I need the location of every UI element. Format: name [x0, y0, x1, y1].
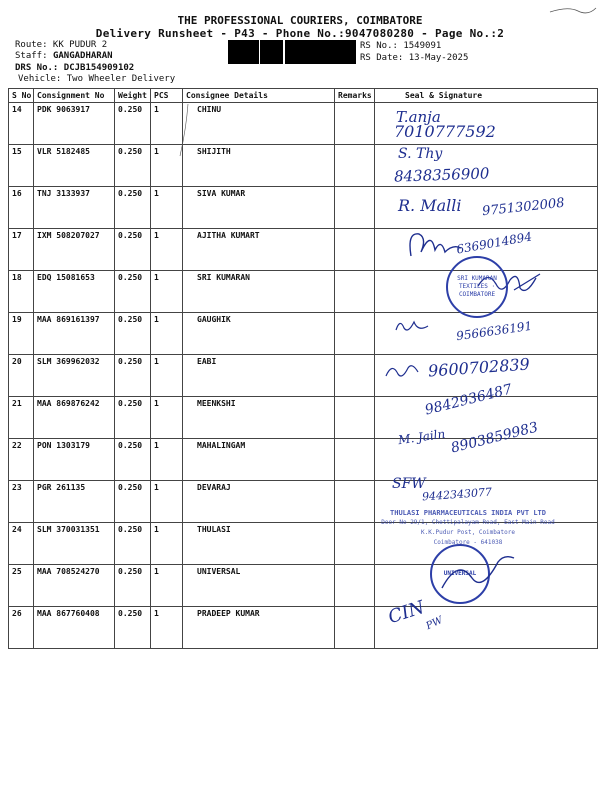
cell-pcs: 1: [151, 187, 183, 229]
route-info: Route: KK PUDUR 2: [15, 40, 108, 50]
barcode-bar: [285, 40, 288, 64]
cell-consignee: THULASI: [183, 523, 335, 565]
cell-consignment-no: IXM 508207027: [34, 229, 115, 271]
cell-consignment-no: EDQ 15081653: [34, 271, 115, 313]
staff-label: Staff:: [15, 51, 48, 61]
barcode-bar: [260, 40, 262, 64]
cell-sno: 21: [9, 397, 34, 439]
barcode-bar: [318, 40, 319, 64]
signature-row-21-phone: 9842936487: [423, 381, 514, 419]
cell-pcs: 1: [151, 439, 183, 481]
barcode-bar: [256, 40, 258, 64]
stamp-line-3: K.K.Pudur Post, Coimbatore: [421, 529, 515, 536]
cell-consignee: DEVARAJ: [183, 481, 335, 523]
cell-sno: 23: [9, 481, 34, 523]
barcode-bar: [272, 40, 275, 64]
cell-consignment-no: MAA 869876242: [34, 397, 115, 439]
universal-seal-text: UNIVERSAL: [443, 569, 477, 577]
cell-sno: 24: [9, 523, 34, 565]
signature-row-20-scribble: [382, 358, 422, 384]
cell-consignee: CHINU: [183, 103, 335, 145]
cell-pcs: 1: [151, 607, 183, 649]
barcode-bar: [245, 40, 246, 64]
signature-row-26-mark: PW: [424, 614, 445, 633]
cell-consignee: PRADEEP KUMAR: [183, 607, 335, 649]
signature-row-16-name: R. Malli: [398, 196, 462, 215]
barcode-bar: [289, 40, 292, 64]
barcode-bar: [326, 40, 327, 64]
cell-weight: 0.250: [115, 103, 151, 145]
cell-consignee: MAHALINGAM: [183, 439, 335, 481]
staff-info: [15, 51, 113, 62]
cell-consignment-no: PGR 261135: [34, 481, 115, 523]
signature-row-17-phone: 6369014894: [455, 229, 533, 257]
signature-row-22-phone: 8903859983: [449, 419, 540, 457]
signature-row-23-phone: 9442343077: [421, 485, 493, 504]
cell-sno: 16: [9, 187, 34, 229]
cell-consignment-no: SLM 370031351: [34, 523, 115, 565]
cell-consignment-no: TNJ 3133937: [34, 187, 115, 229]
stamp-line-2: Door No 29/1, Chettipalayam Road, East Main Road: [381, 519, 555, 526]
cell-weight: 0.250: [115, 229, 151, 271]
barcode-bar: [254, 40, 256, 64]
cell-sno: 20: [9, 355, 34, 397]
cell-consignment-no: PON 1303179: [34, 439, 115, 481]
barcode-bar: [233, 40, 236, 64]
barcode-bar: [229, 40, 230, 64]
barcode-bar: [277, 40, 278, 64]
table-row: [9, 439, 598, 481]
cell-consignment-no: MAA 708524270: [34, 565, 115, 607]
cell-consignment-no: SLM 369962032: [34, 355, 115, 397]
barcode-bar: [305, 40, 307, 64]
barcode-bar: [242, 40, 245, 64]
col-seal-signature: Seal & Signature: [375, 89, 598, 103]
barcode-bar: [352, 40, 354, 64]
cell-remarks: [335, 271, 375, 313]
barcode-bar: [294, 40, 297, 64]
cell-remarks: [335, 103, 375, 145]
cell-weight: 0.250: [115, 397, 151, 439]
cell-weight: 0.250: [115, 271, 151, 313]
signature-row-19-scribble: [392, 314, 432, 338]
cell-consignment-no: PDK 9063917: [34, 103, 115, 145]
barcode-bar: [239, 40, 242, 64]
cell-consignee: SIVA KUMAR: [183, 187, 335, 229]
signature-row-16-phone: 9751302008: [481, 195, 566, 220]
barcode-bar: [263, 40, 265, 64]
barcode-bar: [325, 40, 326, 64]
cell-remarks: [335, 187, 375, 229]
col-weight: Weight: [115, 89, 151, 103]
staff-name: GANGADHARAN: [52, 51, 113, 61]
cell-weight: 0.250: [115, 523, 151, 565]
cell-sno: 18: [9, 271, 34, 313]
signature-row-17-scribble: [405, 226, 465, 266]
barcode-bar: [354, 40, 356, 64]
cell-consignee: GAUGHIK: [183, 313, 335, 355]
barcode-bar: [278, 40, 280, 64]
barcode-bar: [297, 40, 300, 64]
cell-weight: 0.250: [115, 607, 151, 649]
col-consignment: Consignment No: [34, 89, 115, 103]
barcode-bar: [236, 40, 239, 64]
signature-row-15-name: S. Thy: [398, 146, 443, 162]
thulasi-pharma-stamp: [358, 508, 578, 548]
signature-row-14-phone: 7010777592: [394, 122, 496, 141]
barcode-bar: [246, 40, 249, 64]
sri-kumaran-seal: [446, 256, 508, 318]
cell-consignment-no: VLR 5182485: [34, 145, 115, 187]
barcode-bar: [329, 40, 331, 64]
drs-label: DRS No.:: [15, 63, 59, 73]
cell-weight: 0.250: [115, 355, 151, 397]
cell-remarks: [335, 229, 375, 271]
table-header-row: [9, 89, 598, 103]
cell-weight: 0.250: [115, 439, 151, 481]
col-remarks: Remarks: [335, 89, 375, 103]
table-row: [9, 145, 598, 187]
cell-weight: 0.250: [115, 145, 151, 187]
barcode-bar: [249, 40, 252, 64]
table-row: [9, 103, 598, 145]
col-pcs: PCS: [151, 89, 183, 103]
signature-row-15-phone: 8438356900: [393, 164, 490, 186]
barcode-bar: [288, 40, 289, 64]
cell-sno: 22: [9, 439, 34, 481]
barcode-bar: [336, 40, 338, 64]
cell-sno: 19: [9, 313, 34, 355]
cell-remarks: [335, 355, 375, 397]
barcode-bar: [292, 40, 294, 64]
barcode-bar: [232, 40, 233, 64]
col-sno: S No: [9, 89, 34, 103]
barcode-bar: [343, 40, 344, 64]
barcode-bar: [322, 40, 325, 64]
barcode-bar: [270, 40, 272, 64]
cell-consignee: MEENKSHI: [183, 397, 335, 439]
cell-pcs: 1: [151, 271, 183, 313]
cell-pcs: 1: [151, 145, 183, 187]
cell-consignee: UNIVERSAL: [183, 565, 335, 607]
cell-pcs: 1: [151, 523, 183, 565]
vehicle-info: Vehicle: Two Wheeler Delivery: [18, 74, 176, 84]
cell-pcs: 1: [151, 481, 183, 523]
cell-remarks: [335, 607, 375, 649]
cell-sno: 25: [9, 565, 34, 607]
cell-remarks: [335, 439, 375, 481]
rs-date: RS Date: 13-May-2025: [360, 53, 469, 63]
cell-sno: 14: [9, 103, 34, 145]
cell-remarks: [335, 313, 375, 355]
barcode-bar: [334, 40, 335, 64]
rs-number: RS No.: 1549091: [360, 41, 442, 51]
cell-consignee: AJITHA KUMART: [183, 229, 335, 271]
barcode-bar: [268, 40, 270, 64]
barcode-bar: [335, 40, 336, 64]
cell-sno: 26: [9, 607, 34, 649]
runsheet-subtitle: Delivery Runsheet - P43 - Phone No.:9047080280 - Page No.:2: [95, 27, 505, 40]
barcode-bar: [262, 40, 263, 64]
barcode-bar: [338, 40, 340, 64]
barcode-bar: [265, 40, 268, 64]
barcode-bar: [230, 40, 232, 64]
drs-info: [15, 63, 134, 74]
barcode-bar: [280, 40, 281, 64]
signature-row-26-name: CIN: [385, 596, 427, 629]
cell-remarks: [335, 145, 375, 187]
barcode-bar: [228, 40, 229, 64]
stamp-line-4: Coimbatore - 641038: [433, 539, 503, 546]
cell-remarks: [335, 397, 375, 439]
signature-row-19-phone: 9566636191: [455, 318, 533, 344]
cell-sno: 15: [9, 145, 34, 187]
cell-pcs: 1: [151, 397, 183, 439]
barcode-bar: [300, 40, 303, 64]
barcode-bar: [346, 40, 349, 64]
cell-pcs: 1: [151, 565, 183, 607]
corner-pen-mark: [548, 2, 598, 18]
col-consignee: Consignee Details: [183, 89, 335, 103]
cell-consignee: SHIJITH: [183, 145, 335, 187]
stamp-line-1: THULASI PHARMACEUTICALS INDIA PVT LTD: [390, 509, 546, 517]
barcode-bar: [344, 40, 346, 64]
barcode-bar: [258, 40, 259, 64]
cell-sno: 17: [9, 229, 34, 271]
barcode: [228, 40, 356, 64]
barcode-bar: [281, 40, 283, 64]
signature-row-22-name: M. Jailn: [397, 426, 447, 448]
cell-weight: 0.250: [115, 313, 151, 355]
barcode-bar: [333, 40, 334, 64]
signature-row-14-name: T.anja: [396, 108, 441, 126]
signature-row-20-phone: 9600702839: [427, 354, 531, 381]
seal-text: SRI KUMARAN TEXTILES · COIMBATORE: [457, 274, 497, 298]
cell-consignee: SRI KUMARAN: [183, 271, 335, 313]
barcode-bar: [312, 40, 314, 64]
barcode-bar: [276, 40, 277, 64]
barcode-bar: [315, 40, 318, 64]
cell-consignment-no: MAA 867760408: [34, 607, 115, 649]
cell-weight: 0.250: [115, 187, 151, 229]
barcode-bar: [252, 40, 253, 64]
barcode-bar: [253, 40, 254, 64]
cell-weight: 0.250: [115, 481, 151, 523]
barcode-bar: [307, 40, 310, 64]
cell-consignment-no: MAA 869161397: [34, 313, 115, 355]
pen-stroke-mark: [170, 100, 200, 160]
table-row: [9, 607, 598, 649]
signature-row-23-name: SFW: [392, 476, 426, 492]
cell-consignee: EABI: [183, 355, 335, 397]
barcode-bar: [327, 40, 329, 64]
barcode-bar: [349, 40, 352, 64]
company-title: THE PROFESSIONAL COURIERS, COIMBATORE: [177, 14, 423, 27]
barcode-bar: [310, 40, 311, 64]
barcode-bar: [314, 40, 315, 64]
drs-number: DCJB154909102: [63, 63, 135, 73]
cell-pcs: 1: [151, 103, 183, 145]
cell-remarks: [335, 565, 375, 607]
barcode-bar: [331, 40, 333, 64]
cell-pcs: 1: [151, 229, 183, 271]
cell-pcs: 1: [151, 355, 183, 397]
barcode-bar: [340, 40, 343, 64]
cell-pcs: 1: [151, 313, 183, 355]
barcode-bar: [275, 40, 276, 64]
cell-weight: 0.250: [115, 565, 151, 607]
barcode-bar: [311, 40, 312, 64]
barcode-bar: [319, 40, 322, 64]
barcode-bar: [303, 40, 305, 64]
signature-row-25-scribble: [438, 548, 518, 598]
